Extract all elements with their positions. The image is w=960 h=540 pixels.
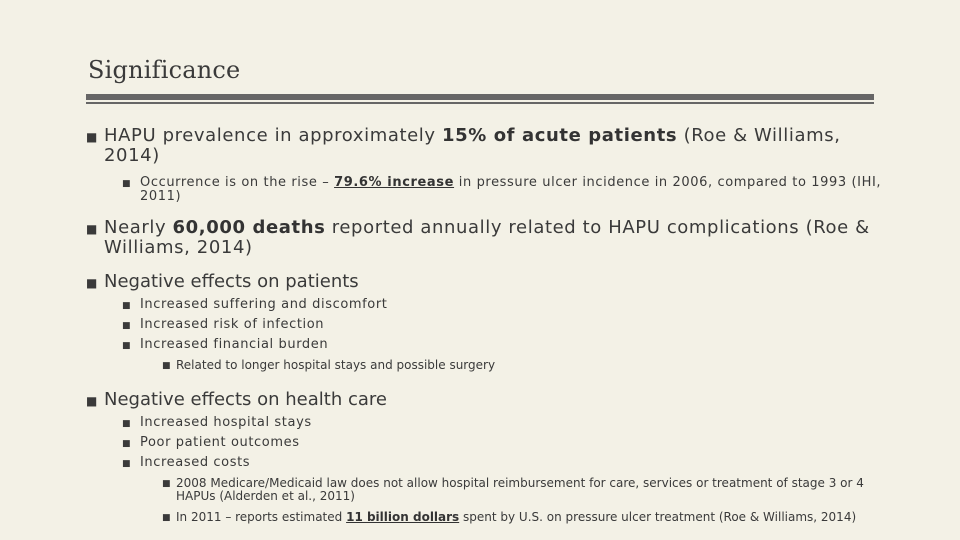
bullet-financial: ■ Increased financial burden xyxy=(122,337,329,352)
slide-title: Significance xyxy=(88,56,241,84)
square-bullet-icon: ■ xyxy=(86,394,98,408)
bullet-costs: ■ Increased costs xyxy=(122,455,251,470)
square-bullet-icon: ■ xyxy=(122,301,132,311)
bullet-hapu-prevalence: ■ HAPU prevalence in approximately 15% of acute patients (Roe & Williams, 2014) xyxy=(86,125,841,166)
bullet-deaths: ■ Nearly 60,000 deaths reported annually related to HAPU complications (Roe & Williams, 2014) xyxy=(86,217,870,258)
square-bullet-icon: ■ xyxy=(86,130,98,144)
square-bullet-icon: ■ xyxy=(122,321,132,331)
square-bullet-icon: ■ xyxy=(86,222,98,236)
heading-effects-health-care: ■ Negative effects on health care xyxy=(86,389,387,410)
heading-effects-patients: ■ Negative effects on patients xyxy=(86,271,359,292)
bullet-patient-outcomes: ■ Poor patient outcomes xyxy=(122,435,300,450)
bullet-medicare-law: ■ 2008 Medicare/Medicaid law does not allow hospital reimbursement for care, services or treatment of stage 3 or 4 HAPUs (Alderden et al., 2011) xyxy=(162,476,864,503)
bullet-hospital-stays: ■ Increased hospital stays xyxy=(122,415,312,430)
square-bullet-icon: ■ xyxy=(162,361,171,371)
square-bullet-icon: ■ xyxy=(122,459,132,469)
square-bullet-icon: ■ xyxy=(86,276,98,290)
square-bullet-icon: ■ xyxy=(162,479,171,489)
square-bullet-icon: ■ xyxy=(122,419,132,429)
bullet-longer-stays: ■ Related to longer hospital stays and possible surgery xyxy=(162,358,496,372)
square-bullet-icon: ■ xyxy=(162,513,171,523)
bullet-occurrence-rise: ■ Occurrence is on the rise – 79.6% increase in pressure ulcer incidence in 2006, compared to 1993 (IHI, 2011) xyxy=(122,175,882,204)
bullet-billion-dollars: ■ In 2011 – reports estimated 11 billion dollars spent by U.S. on pressure ulcer treatment (Roe & Williams, 2014) xyxy=(162,510,857,524)
bullet-suffering: ■ Increased suffering and discomfort xyxy=(122,297,388,312)
title-divider-thin xyxy=(86,102,874,104)
bullet-infection: ■ Increased risk of infection xyxy=(122,317,325,332)
square-bullet-icon: ■ xyxy=(122,179,132,189)
square-bullet-icon: ■ xyxy=(122,439,132,449)
title-divider-thick xyxy=(86,94,874,100)
slide-body xyxy=(86,122,886,524)
square-bullet-icon: ■ xyxy=(122,341,132,351)
